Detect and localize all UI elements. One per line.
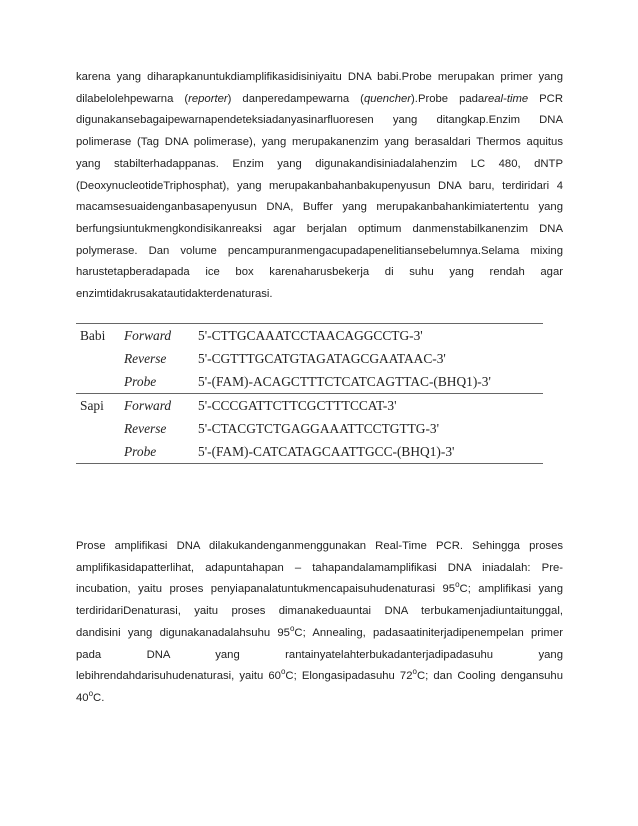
sequence-cell: 5'-(FAM)-ACAGCTTTCTCATCAGTTAC-(BHQ1)-3' — [198, 373, 491, 389]
table-row — [76, 347, 543, 370]
text-line: incubation, yaitu proses penyiapanalatuntukmencapaisuhudenaturasi 95$^o$C; amplifikasi yang — [76, 580, 563, 596]
oligo-type-cell: Forward — [124, 394, 198, 418]
species-cell — [76, 370, 124, 394]
paragraph-pcr-reagents — [76, 67, 563, 306]
degree-mark: o — [412, 667, 417, 677]
oligo-type-cell: Forward — [124, 324, 198, 348]
table-row — [76, 324, 543, 348]
sequence-cell: 5'-CTACGTCTGAGGAAATTCCTGTTG-3' — [198, 420, 440, 436]
text-line: berfungsiuntukmengkondisikanreaksi agar berjalan optimum danmenstabilkanenzim DNA — [76, 222, 563, 235]
text-line: macamsesuaidenganbasapenyusun DNA, Buffer yang merupakanbahankimiatertentu yang — [76, 201, 563, 214]
oligo-type-cell: Probe — [124, 373, 157, 389]
text-line: karena yang diharapkanuntukdiamplifikasidisiniyaitu DNA babi.Probe merupakan primer yang — [76, 71, 563, 83]
text-line: terdiridariDenaturasi, yaitu proses dimanakeduauntai DNA terbukamenjadiuntaitunggal, — [76, 605, 563, 618]
sequence-cell: 5'-CCCGATTCTTCGCTTTCCAT-3' — [198, 394, 543, 418]
text-line: harustetapberadapada ice box karenaharusbekerja di suhu yang rendah agar — [76, 266, 563, 279]
table-row — [76, 370, 543, 394]
degree-mark: o — [289, 624, 295, 634]
primer-probe-table — [76, 323, 543, 464]
text-line: enzimtidakrusakatautidakterdenaturasi. — [76, 288, 273, 301]
text-line: (DeoxynucleotideTriphosphat), yang merupakanbahanbakupenyusun DNA baru, terdiridari 4 — [76, 179, 563, 192]
text-line: dandisini yang digunakanadalahsuhu 95$^o$C; Annealing, padasaatiniterjadipenempelan primer — [76, 624, 563, 639]
text-line: yang stabilterhadappanas. Enzim yang digunakandisiniadalahenzim LC 480, dNTP — [76, 157, 563, 170]
text-line: amplifikasidapatterlihat, adapuntahapan – tahapandalamamplifikasi DNA iniadalah: Pre- — [76, 561, 563, 574]
text-line: polimerase (Tag DNA polimerase), yang merupakanenzim yang berasaldari Thermos aquitus — [76, 136, 563, 149]
table-row — [76, 394, 543, 418]
text-line: polymerase. Dan volume pencampuranmengacupadapenelitiansebelumnya.Selama mixing — [76, 244, 563, 257]
species-cell — [76, 347, 124, 370]
text-line: digunakansebagaipewarnapendeteksiadanyasinarfluoresen yang ditangkap.Enzim DNA — [76, 114, 563, 127]
text-line: pada DNA yang rantainyatelahterbukadanterjadipadasuhu yang — [76, 648, 563, 661]
species-cell: Sapi — [76, 394, 124, 418]
degree-mark: o — [280, 667, 286, 677]
species-cell: Babi — [76, 324, 124, 348]
species-cell — [76, 417, 124, 440]
table-row — [76, 440, 543, 464]
species-cell — [76, 440, 124, 464]
sequence-cell: 5'-(FAM)-CATCATAGCAATTGCC-(BHQ1)-3' — [198, 440, 543, 464]
text-line: lebihrendahdarisuhudenaturasi, yaitu 60$^o$C; Elongasipadasuhu 72$^o$C; dan Cooling dengansuhu — [76, 667, 563, 683]
oligo-type-cell: Probe — [124, 440, 198, 464]
text-line: 40$^o$C. — [76, 689, 105, 704]
sequence-cell: 5'-CTTGCAAATCCTAACAGGCCTG-3' — [198, 324, 543, 348]
degree-mark: o — [88, 689, 94, 699]
sequence-cell: 5'-CGTTTGCATGTAGATAGCGAATAAC-3' — [198, 350, 446, 366]
table-row — [76, 417, 543, 440]
oligo-type-cell: Reverse — [124, 420, 167, 436]
oligo-type-cell: Reverse — [124, 350, 167, 366]
paragraph-amplification — [76, 536, 563, 710]
text-line: dilabelolehpewarna (reporter) danperedampewarna (quencher).Probe padareal-time PCR — [76, 92, 563, 105]
degree-mark: o — [455, 580, 460, 590]
text-line: Prose amplifikasi DNA dilakukandenganmenggunakan Real-Time PCR. Sehingga proses — [76, 540, 563, 552]
